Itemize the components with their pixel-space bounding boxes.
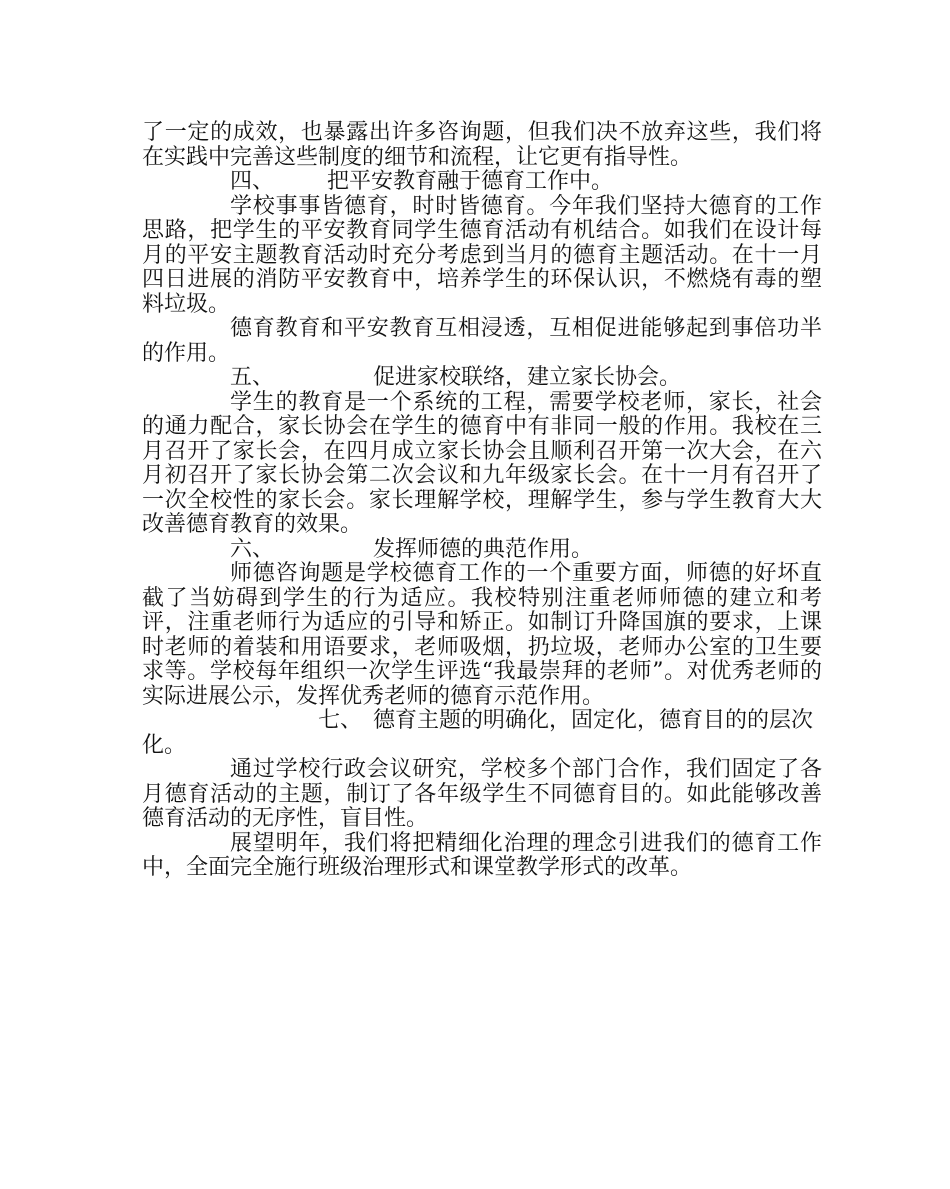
paragraph: 展望明年，我们将把精细化治理的理念引进我们的德育工作中，全面完全施行班级治理形式和课堂教学形式的改革。 [142,830,822,880]
section-title: 发挥师德的典范作用。 [373,536,594,562]
section-title: 把平安教育融于德育工作中。 [327,169,614,194]
section-heading-4 [142,170,822,195]
document-body [142,121,822,881]
paragraph: 学生的教育是一个系统的工程，需要学校老师，家长，社会的通力配合，家长协会在学生的德育中有非同一般的作用。我校在三月召开了家长会，在四月成立家长协会且顺利召开第一次大会，在六月初召开了家长协会第二次会议和九年级家长会。在十一月有召开了一次全校性的家长会。家长理解学校，理解学生，参与学生教育大大改善德育教育的效果。 [142,389,822,537]
section-number: 七、 [318,708,363,733]
section-heading-5 [142,366,822,391]
paragraph: 德育教育和平安教育互相浸透，互相促进能够起到事倍功半的作用。 [142,316,822,366]
paragraph-continued: 了一定的成效，也暴露出许多咨询题，但我们决不放弃这些，我们将在实践中完善这些制度的细节和流程，让它更有指导性。 [142,120,822,170]
section-heading-6 [142,538,822,563]
paragraph: 师德咨询题是学校德育工作的一个重要方面，师德的好坏直截了当妨碍到学生的行为适应。我校特别注重老师师德的建立和考评，注重老师行为适应的引导和矫正。如制订升降国旗的要求，上课时老师的着装和用语要求，老师吸烟，扔垃圾，老师办公室的卫生要求等。学校每年组织一次学生评选“我最崇拜的老师”。对优秀老师的实际进展公示，发挥优秀老师的德育示范作用。 [142,561,822,709]
section-number: 五、 [230,365,275,390]
paragraph: 通过学校行政会议研究，学校多个部门合作，我们固定了各月德育活动的主题，制订了各年级学生不同德育目的。如此能够改善德育活动的无序性，盲目性。 [142,757,822,831]
section-heading-7 [142,709,822,758]
paragraph: 学校事事皆德育，时时皆德育。今年我们坚持大德育的工作思路，把学生的平安教育同学生德育活动有机结合。如我们在设计每月的平安主题教育活动时充分考虑到当月的德育主题活动。在十一月四日进展的消防平安教育中，培养学生的环保认识，不燃烧有毒的塑料垃圾。 [142,193,822,317]
section-title: 德育主题的明确化，固定化，德育目的的层次化。 [142,708,814,758]
section-number: 六、 [230,536,275,562]
section-title: 促进家校联络，建立家长协会。 [373,365,682,390]
section-number: 四、 [230,169,275,194]
